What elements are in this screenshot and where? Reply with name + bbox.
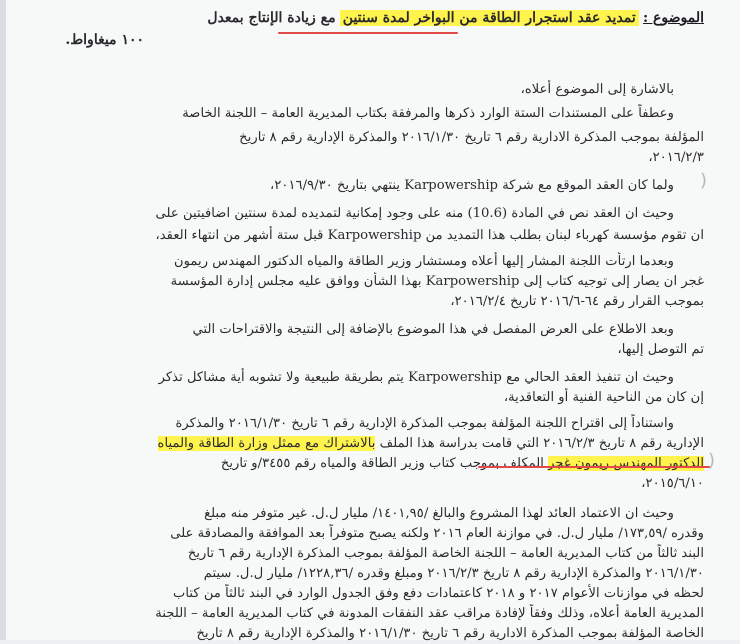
paragraph-text: المؤلفة بموجب المذكرة الادارية رقم ٦ تاريخ ٢٠١٦/١/٣٠ والمذكرة الإدارية رقم ٨ تاريخ [239, 130, 704, 145]
paragraph-text: بموجب القرار رقم ٦٤-٢٠١٦/٦ تاريخ ٢٠١٦/٢/٤، [450, 294, 704, 309]
subject-label: الموضوع : [643, 10, 704, 26]
paragraph-text: ان تقوم مؤسسة كهرباء لبنان بطلب هذا التمديد من Karpowership قبل ستة أشهر من انتهاء العقد، [155, 228, 704, 243]
paragraph-line [40, 204, 704, 224]
paragraph-text: الخاصة المؤلفة بموجب المذكرة الادارية رقم ٦ تاريخ ٢٠١٦/١/٣٠ والمذكرة الإدارية رقم ٨ تاريخ [196, 626, 704, 641]
paragraph-line [40, 524, 704, 544]
subject-line [40, 8, 704, 29]
paragraph-line [40, 504, 704, 524]
paragraph-text: المديرية العامة أعلاه، وذلك وفقاً لإفادة مراقب عقد النفقات المدونة في كتاب المديرية العامة – اللجنة [155, 606, 704, 621]
paragraph-text: إن كان من الناحية الفنية أو التعاقدية، [503, 390, 704, 405]
paragraph-line [40, 252, 704, 272]
paragraph-text: ٢٠١٦/١/٣٠ والمذكرة الإدارية رقم ٨ تاريخ ٢٠١٦/٢/٣ ومبلغ وقدره /١٢٢٨,٣٦/ مليار ل.ل. سيتم [203, 566, 704, 581]
paragraph-text: ٢٠١٥/٦/١٠، [641, 476, 704, 491]
paragraph-line [40, 454, 704, 474]
paragraph-text: غجر ان يصار إلى توجيه كتاب إلى Karpowership بهذا الشأن ووافق عليه مجلس إدارة المؤسسة [170, 274, 704, 289]
paragraph-text: وعطفاً على المستندات الستة الوارد ذكرها والمرفقة بكتاب المديرية العامة – اللجنة الخاصة [182, 106, 674, 121]
subject-rest: مع زيادة الإنتاج بمعدل [207, 10, 336, 26]
paragraph-line [40, 564, 704, 584]
margin-mark: ( [708, 450, 716, 471]
paragraph-text: وحيث ان تنفيذ العقد الحالي مع Karpowership يتم بطريقة طبيعية ولا تشوبه أية مشاكل تذكر [158, 370, 674, 385]
paragraph-text: وبعد الاطلاع على العرض المفصل في هذا الموضوع بالإضافة إلى النتيجة والاقتراحات التي [192, 322, 674, 337]
paragraph-text: وحيث ان الاعتماد العائد لهذا المشروع والبالغ /١٤٠١,٩٥/ مليار ل.ل. غير متوفر منه مبلغ [204, 506, 674, 521]
paragraph-text: واستناداً إلى اقتراح اللجنة المؤلفة بموجب المذكرة الإدارية رقم ٦ تاريخ ٢٠١٦/١/٣٠ والمذكرة [175, 416, 674, 431]
paragraph-line [40, 148, 704, 168]
reference-line [40, 80, 704, 100]
paragraph-line [40, 320, 704, 340]
paragraph-line [40, 272, 704, 292]
paragraph-text: وقدره /١٧٣,٥٩/ مليار ل.ل. في موازنة العام ٢٠١٦ ولكنه يصبح متوفراً بعد الموافقة والمصادقة على [170, 526, 704, 541]
reference: بالاشارة إلى الموضوع أعلاه، [520, 82, 674, 97]
paragraph-line [40, 340, 704, 360]
paragraph-line [40, 544, 704, 564]
subject-highlighted: تمديد عقد استجرار الطاقة من البواخر لمدة سنتين [340, 10, 639, 26]
paragraph-text: الإدارية رقم ٨ تاريخ ٢٠١٦/٢/٣ التي قامت بدراسة هذا الملف [379, 436, 704, 451]
red-underline-subject [278, 32, 458, 34]
paragraph-line [40, 226, 704, 246]
paragraph-line [40, 604, 704, 624]
paragraph-line [40, 584, 704, 604]
highlighted-text: الدكتور المهندس ريمون غجر [548, 456, 704, 471]
paragraph-text: المكلف بموجب كتاب وزير الطاقة والمياه رقم ٣٤٥٥/و تاريخ [220, 456, 544, 471]
red-underline-name [478, 466, 710, 468]
highlighted-text: بالاشتراك مع ممثل وزارة الطاقة والمياه [157, 436, 376, 451]
paragraph-text: ٢٠١٦/٢/٣، [648, 150, 704, 165]
paragraph-line [40, 388, 704, 408]
paragraph-text: وبعدما ارتأت اللجنة المشار إليها أعلاه ومستشار وزير الطاقة والمياه الدكتور المهندس ريمون [173, 254, 674, 269]
paragraph-text: وحيث ان العقد نص في المادة (10.6) منه على وجود إمكانية لتمديده لمدة سنتين اضافيتين على [155, 206, 674, 221]
paragraph-line [40, 624, 704, 644]
subject-continuation: ١٠٠ ميغاواط. [65, 32, 144, 48]
page-edge [0, 0, 6, 640]
paragraph-text: البند ثالثاً من كتاب المديرية العامة – اللجنة الخاصة المؤلفة بموجب المذكرة الإدارية رقم ٦ تاريخ [187, 546, 704, 561]
paragraph-line [40, 474, 704, 494]
margin-mark: ( [700, 170, 708, 191]
paragraph-line [40, 104, 704, 124]
paragraph-text: لحظه في موازنات الأعوام ٢٠١٧ و ٢٠١٨ كاعتمادات دفع وفق الجدول الوارد في البند ثالثاً من كتاب [172, 586, 704, 601]
paragraph-line [40, 176, 704, 196]
paragraph-text: ولما كان العقد الموقع مع شركة Karpowership ينتهي بتاريخ ٢٠١٦/٩/٣٠، [270, 178, 674, 193]
paragraph-line [40, 414, 704, 434]
paragraph-line [40, 292, 704, 312]
paragraph-line [40, 434, 704, 454]
paragraph-text: تم التوصل إليها، [617, 342, 704, 357]
paragraph-line [40, 128, 704, 148]
paragraph-line [40, 368, 704, 388]
